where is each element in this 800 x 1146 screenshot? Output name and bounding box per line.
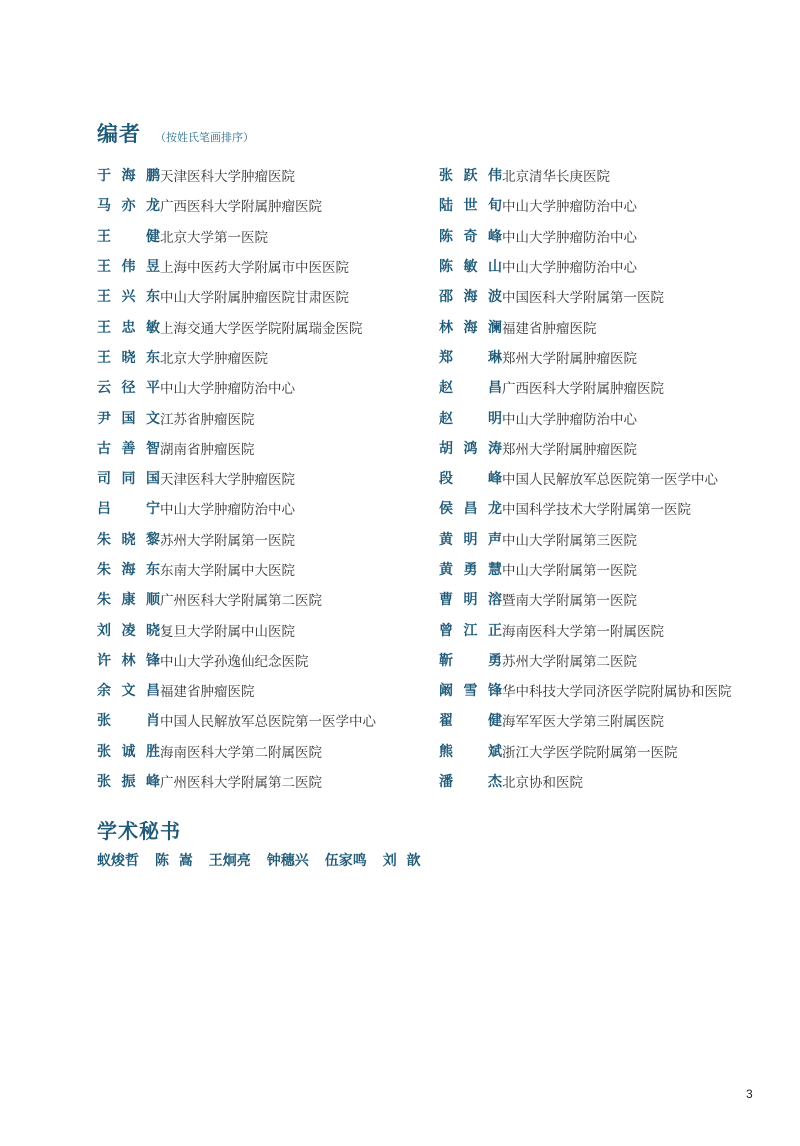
editor-name: 张诚胜: [97, 743, 160, 760]
editor-name: 陈敏山: [439, 259, 502, 276]
editor-row: [97, 281, 457, 311]
editor-name: 阚雪锋: [439, 683, 502, 700]
secretary-name: 钟穗兴: [266, 853, 309, 869]
editor-name: 熊斌: [439, 743, 502, 760]
editor-institution: 中山大学肿瘤防治中心: [502, 229, 637, 246]
editor-name: 吕宁: [97, 501, 160, 518]
editor-row: [97, 554, 457, 584]
editor-row: [439, 614, 799, 644]
editor-institution: 湖南省肿瘤医院: [160, 441, 255, 458]
editor-row: [97, 493, 457, 523]
editor-institution: 华中科技大学同济医学院附属协和医院: [502, 684, 732, 701]
editor-institution: 复旦大学附属中山医院: [160, 623, 295, 640]
editor-row: [439, 160, 799, 190]
editors-header: [97, 118, 254, 150]
editor-institution: 福建省肿瘤医院: [502, 320, 597, 337]
editor-institution: 广州医科大学附属第二医院: [160, 593, 322, 610]
secretary-name: 王炯亮: [208, 853, 251, 869]
secretaries-list: [97, 850, 437, 870]
editor-name: 黄明声: [439, 531, 502, 548]
editor-name: 王伟昱: [97, 259, 160, 276]
editor-name: 王忠敏: [97, 319, 160, 336]
editor-row: [439, 766, 799, 796]
secretary-name: 陈 嵩: [155, 853, 193, 869]
editor-row: [439, 311, 799, 341]
editor-row: [97, 160, 457, 190]
editor-name: 古善智: [97, 440, 160, 457]
editor-institution: 中山大学附属第一医院: [502, 563, 637, 579]
editor-row: [97, 463, 457, 493]
editor-institution: 广州医科大学附属第二医院: [160, 775, 322, 792]
editor-institution: 中山大学肿瘤防治中心: [502, 199, 637, 216]
editor-institution: 中国医科大学附属第一医院: [502, 290, 664, 307]
editor-institution: 广西医科大学附属肿瘤医院: [160, 199, 322, 216]
editor-row: [97, 221, 457, 251]
editor-name: 许林锋: [97, 652, 160, 669]
editor-name: 朱康顺: [97, 592, 160, 609]
editor-row: [97, 524, 457, 554]
editor-name: 朱海东: [97, 562, 160, 578]
editor-name: 翟健: [439, 713, 502, 730]
editors-column-left: [97, 160, 457, 796]
editor-name: 邵海波: [439, 289, 502, 306]
editor-row: [439, 281, 799, 311]
editor-name: 黄勇慧: [439, 562, 502, 578]
editor-institution: 苏州大学附属第二医院: [502, 653, 637, 670]
editor-row: [97, 190, 457, 220]
editor-row: [97, 675, 457, 705]
editor-name: 曾江正: [439, 622, 502, 639]
editor-institution: 北京清华长庚医院: [502, 169, 610, 186]
editor-name: 陈奇峰: [439, 228, 502, 245]
editor-row: [439, 675, 799, 705]
editor-row: [97, 402, 457, 432]
editor-institution: 苏州大学附属第一医院: [160, 532, 295, 549]
secretary-name: 蚁焌哲: [97, 853, 139, 869]
editor-name: 侯昌龙: [439, 501, 502, 518]
editors-column-right: [439, 160, 799, 796]
editor-row: [439, 584, 799, 614]
editor-name: 张肖: [97, 713, 160, 730]
editor-institution: 北京协和医院: [502, 775, 583, 792]
editor-name: 王晓东: [97, 349, 160, 366]
editor-row: [97, 705, 457, 735]
editor-name: 余文昌: [97, 683, 160, 700]
editor-name: 靳勇: [439, 652, 502, 669]
editor-institution: 北京大学肿瘤医院: [160, 350, 268, 367]
editor-name: 王健: [97, 228, 160, 245]
editor-name: 郑琳: [439, 349, 502, 366]
editor-row: [97, 645, 457, 675]
editor-row: [97, 251, 457, 281]
editor-name: 胡鸿涛: [439, 440, 502, 457]
editor-name: 段峰: [439, 471, 502, 488]
editor-institution: 海南医科大学第一附属医院: [502, 623, 664, 640]
editor-institution: 暨南大学附属第一医院: [502, 593, 637, 610]
editor-row: [97, 311, 457, 341]
editor-institution: 中山大学肿瘤防治中心: [502, 411, 637, 428]
editor-institution: 中山大学肿瘤防治中心: [502, 260, 637, 277]
editor-institution: 中国科学技术大学附属第一医院: [502, 502, 691, 519]
editor-row: [439, 190, 799, 220]
editor-institution: 海军军医大学第三附属医院: [502, 714, 664, 731]
editor-row: [97, 433, 457, 463]
editor-name: 马亦龙: [97, 198, 160, 215]
editor-row: [439, 433, 799, 463]
editor-institution: 中山大学肿瘤防治中心: [160, 381, 295, 398]
editor-name: 潘杰: [439, 774, 502, 791]
editor-row: [439, 554, 799, 584]
editor-institution: 郑州大学附属肿瘤医院: [502, 441, 637, 458]
editor-name: 司同国: [97, 471, 160, 488]
editor-row: [439, 342, 799, 372]
editor-name: 尹国文: [97, 410, 160, 427]
editor-institution: 海南医科大学第二附属医院: [160, 744, 322, 761]
secretary-name: 伍家鸣: [324, 853, 367, 869]
editor-institution: 天津医科大学肿瘤医院: [160, 472, 295, 489]
editor-name: 云径平: [97, 380, 160, 397]
page-number: 3: [746, 1087, 753, 1101]
editor-row: [439, 645, 799, 675]
editor-institution: 中国人民解放军总医院第一医学中心: [160, 714, 376, 731]
editor-institution: 中山大学附属第三医院: [502, 532, 637, 549]
editor-row: [439, 705, 799, 735]
editor-row: [439, 402, 799, 432]
editor-row: [97, 614, 457, 644]
editor-institution: 福建省肿瘤医院: [160, 684, 255, 701]
editors-title: 编者: [97, 122, 141, 146]
editor-institution: 上海交通大学医学院附属瑞金医院: [160, 320, 363, 337]
editor-row: [439, 463, 799, 493]
editor-institution: 天津医科大学肿瘤医院: [160, 169, 295, 186]
editor-institution: 上海中医药大学附属市中医医院: [160, 260, 349, 277]
editor-name: 陆世旬: [439, 198, 502, 215]
editor-name: 王兴东: [97, 289, 160, 306]
editor-name: 于海鹏: [97, 168, 160, 185]
editor-institution: 中山大学肿瘤防治中心: [160, 502, 295, 519]
editor-name: 刘凌晓: [97, 622, 160, 639]
secretary-name: 刘 歆: [382, 853, 421, 869]
editor-institution: 中山大学附属肿瘤医院甘肃医院: [160, 290, 349, 307]
editor-institution: 江苏省肿瘤医院: [160, 411, 255, 428]
editor-row: [97, 584, 457, 614]
editor-row: [97, 372, 457, 402]
editor-institution: 中山大学孙逸仙纪念医院: [160, 653, 309, 670]
editor-row: [439, 736, 799, 766]
editor-name: 赵明: [439, 410, 502, 427]
secretaries-title: 学术秘书: [97, 819, 181, 843]
editor-institution: 郑州大学附属肿瘤医院: [502, 350, 637, 367]
editor-row: [439, 524, 799, 554]
editors-sort-note: （按姓氏笔画排序）: [155, 131, 254, 144]
editor-name: 张跃伟: [439, 168, 502, 185]
editor-row: [439, 493, 799, 523]
editor-name: 赵昌: [439, 380, 502, 397]
editor-institution: 东南大学附属中大医院: [160, 563, 295, 579]
editor-institution: 北京大学第一医院: [160, 229, 268, 246]
editor-institution: 广西医科大学附属肿瘤医院: [502, 381, 664, 398]
editor-name: 朱晓黎: [97, 531, 160, 548]
editor-name: 张振峰: [97, 774, 160, 791]
editor-name: 曹明溶: [439, 592, 502, 609]
editor-institution: 浙江大学医学院附属第一医院: [502, 744, 678, 761]
editor-name: 林海澜: [439, 319, 502, 336]
editor-row: [97, 766, 457, 796]
editor-row: [97, 736, 457, 766]
editor-row: [439, 251, 799, 281]
editor-institution: 中国人民解放军总医院第一医学中心: [502, 472, 718, 489]
editor-row: [439, 221, 799, 251]
editor-row: [97, 342, 457, 372]
editor-row: [439, 372, 799, 402]
